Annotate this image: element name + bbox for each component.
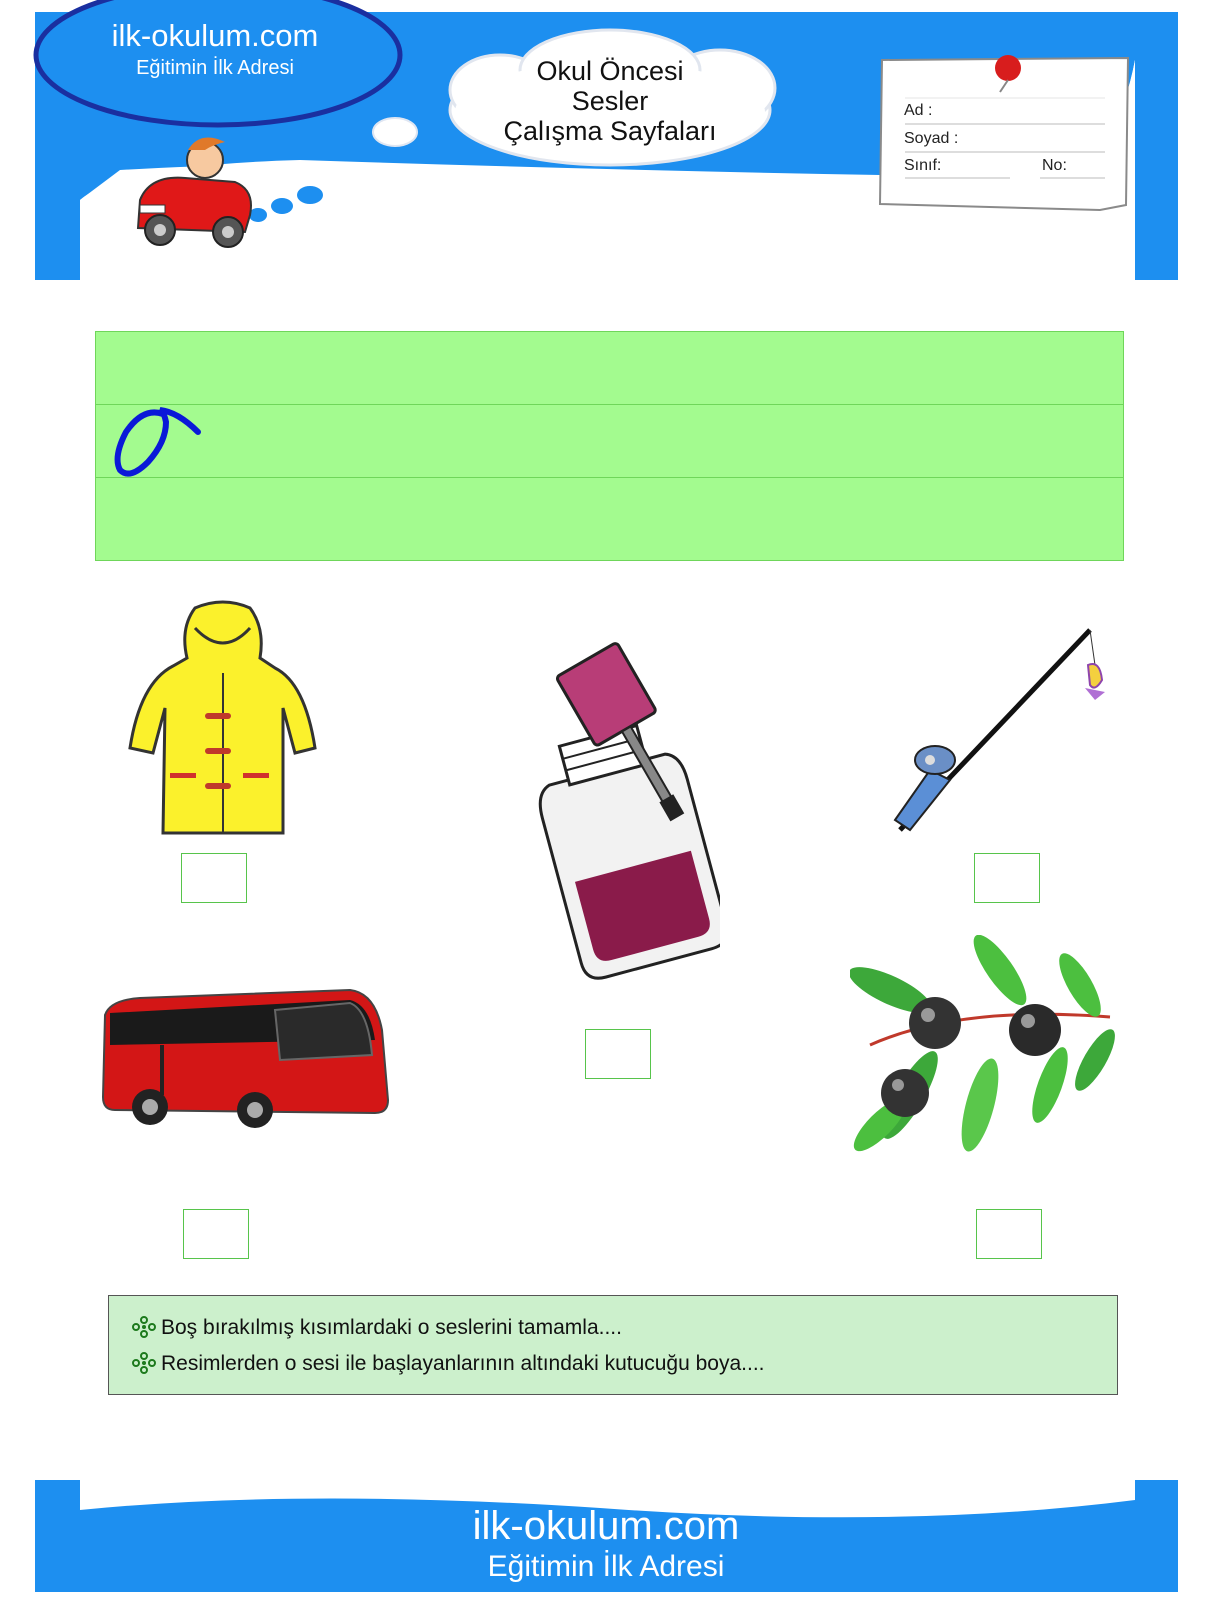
instruction-item	[131, 1316, 622, 1340]
raincoat-icon	[125, 598, 320, 843]
site-tagline: Eğitimin İlk Adresi	[136, 57, 294, 79]
title-line-1: Okul Öncesi	[536, 56, 684, 86]
handwriting-band[interactable]	[95, 331, 1124, 561]
instruction-text-1: Boş bırakılmış kısımlardaki o seslerini tamamla....	[161, 1316, 622, 1339]
answer-box-olive[interactable]	[976, 1209, 1042, 1259]
name-label: Ad :	[904, 102, 933, 119]
olive-branch-icon	[850, 935, 1120, 1185]
answer-box-bus[interactable]	[183, 1209, 249, 1259]
bus-icon	[100, 985, 395, 1140]
title-line-3: Çalışma Sayfaları	[503, 116, 717, 146]
guide-line-top	[96, 404, 1123, 405]
site-name: ilk-okulum.com	[111, 18, 319, 53]
answer-box-raincoat[interactable]	[181, 853, 247, 903]
flower-bullet-icon	[131, 1352, 157, 1374]
footer-site-name: ilk-okulum.com	[472, 1504, 740, 1548]
worksheet-title	[470, 56, 750, 146]
title-line-2: Sesler	[571, 86, 649, 116]
guide-line-bottom	[96, 477, 1123, 478]
instructions-box	[108, 1295, 1118, 1395]
fishing-rod-icon	[890, 620, 1110, 840]
surname-label: Soyad :	[904, 130, 959, 147]
cursive-o-letter	[108, 402, 208, 482]
nail-polish-icon	[520, 638, 720, 983]
answer-box-fishing-rod[interactable]	[974, 853, 1040, 903]
instruction-text-2: Resimlerden o sesi ile başlayanlarının altındaki kutucuğu boya....	[161, 1352, 765, 1375]
answer-box-nail-polish[interactable]	[585, 1029, 651, 1079]
class-label: Sınıf:	[904, 157, 942, 174]
number-label: No:	[1042, 157, 1067, 174]
flower-bullet-icon	[131, 1316, 157, 1338]
instruction-item	[131, 1352, 765, 1376]
footer-tagline: Eğitimin İlk Adresi	[487, 1550, 725, 1583]
